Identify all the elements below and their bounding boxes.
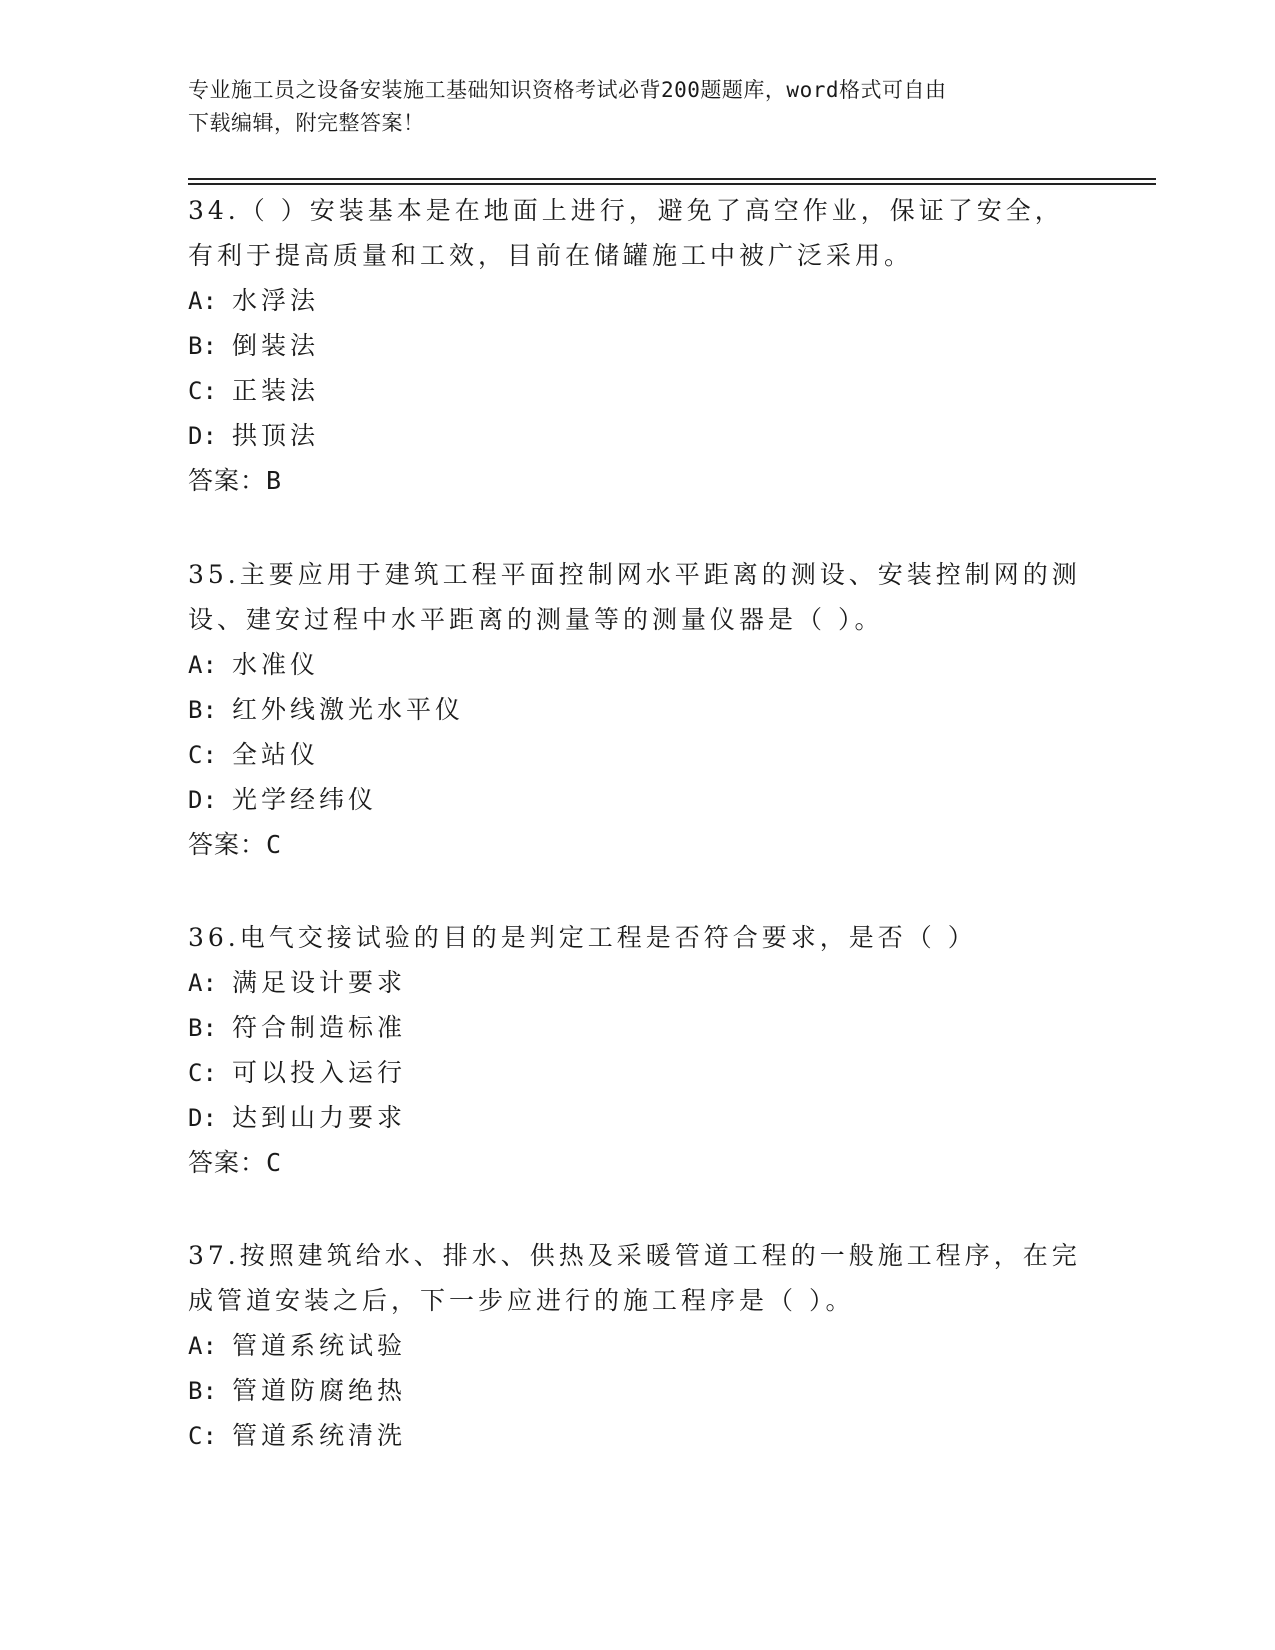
option-a: [188, 642, 1088, 687]
option-d: [188, 777, 1088, 822]
option-text: 符合制造标准: [232, 1013, 407, 1042]
question-stem-line: 36.电气交接试验的目的是判定工程是否符合要求，是否（ ）: [188, 923, 977, 952]
option-label: C:: [188, 741, 217, 769]
option-text: 拱顶法: [232, 421, 320, 450]
answer-value: C: [266, 830, 283, 859]
option-text: 管道防腐绝热: [232, 1376, 407, 1405]
option-d: [188, 1095, 1088, 1140]
option-b: [188, 1005, 1088, 1050]
question-stem-line: 有利于提高质量和工效，目前在储罐施工中被广泛采用。: [188, 241, 914, 270]
answer-value: C: [266, 1148, 283, 1177]
question-stem: [188, 552, 1088, 642]
question-37: [188, 1233, 1088, 1458]
option-a: [188, 278, 1088, 323]
question-stem-line: 34.（ ）安装基本是在地面上进行，避免了高空作业，保证了安全，: [188, 196, 1064, 225]
option-label: B:: [188, 696, 217, 724]
option-d: [188, 413, 1088, 458]
answer-line: [188, 1140, 1088, 1185]
option-label: C:: [188, 1422, 217, 1450]
option-b: [188, 687, 1088, 732]
question-34: [188, 188, 1088, 503]
answer-value: B: [266, 466, 283, 495]
option-text: 满足设计要求: [232, 968, 407, 997]
question-stem-line: 成管道安装之后，下一步应进行的施工程序是（ ）。: [188, 1286, 855, 1315]
option-b: [188, 323, 1088, 368]
option-text: 管道系统试验: [232, 1331, 407, 1360]
question-36: [188, 915, 1088, 1185]
option-label: A:: [188, 287, 217, 315]
option-text: 全站仪: [232, 740, 320, 769]
question-stem-line: 37.按照建筑给水、排水、供热及采暖管道工程的一般施工程序，在完: [188, 1241, 1081, 1270]
option-c: [188, 1413, 1088, 1458]
option-label: D:: [188, 786, 217, 814]
answer-label: 答案：: [188, 466, 267, 495]
answer-line: [188, 458, 1088, 503]
answer-label: 答案：: [188, 1148, 267, 1177]
question-stem: [188, 1233, 1088, 1323]
document-header: [188, 74, 1068, 140]
option-text: 光学经纬仪: [232, 785, 378, 814]
option-text: 可以投入运行: [232, 1058, 407, 1087]
question-35: [188, 552, 1088, 867]
header-line-1: 专业施工员之设备安装施工基础知识资格考试必背200题题库，word格式可自由: [188, 78, 947, 102]
header-divider-bottom: [188, 183, 1156, 185]
option-label: A:: [188, 651, 217, 679]
question-stem-line: 35.主要应用于建筑工程平面控制网水平距离的测设、安装控制网的测: [188, 560, 1081, 589]
option-label: B:: [188, 332, 217, 360]
option-label: A:: [188, 1332, 217, 1360]
answer-line: [188, 822, 1088, 867]
header-divider-top: [188, 178, 1156, 180]
option-c: [188, 1050, 1088, 1095]
option-text: 正装法: [232, 376, 320, 405]
option-text: 达到山力要求: [232, 1103, 407, 1132]
option-b: [188, 1368, 1088, 1413]
option-text: 水浮法: [232, 286, 320, 315]
option-a: [188, 1323, 1088, 1368]
option-label: B:: [188, 1377, 217, 1405]
option-label: A:: [188, 969, 217, 997]
question-stem: [188, 188, 1088, 278]
option-text: 管道系统清洗: [232, 1421, 407, 1450]
option-label: D:: [188, 422, 217, 450]
option-text: 倒装法: [232, 331, 320, 360]
option-c: [188, 368, 1088, 413]
option-label: B:: [188, 1014, 217, 1042]
header-line-2: 下载编辑，附完整答案！: [188, 111, 425, 135]
option-text: 水准仪: [232, 650, 320, 679]
question-stem-line: 设、建安过程中水平距离的测量等的测量仪器是（ ）。: [188, 605, 884, 634]
option-a: [188, 960, 1088, 1005]
option-label: D:: [188, 1104, 217, 1132]
option-label: C:: [188, 1059, 217, 1087]
option-label: C:: [188, 377, 217, 405]
option-c: [188, 732, 1088, 777]
option-text: 红外线激光水平仪: [232, 695, 465, 724]
answer-label: 答案：: [188, 830, 267, 859]
question-stem: [188, 915, 1088, 960]
